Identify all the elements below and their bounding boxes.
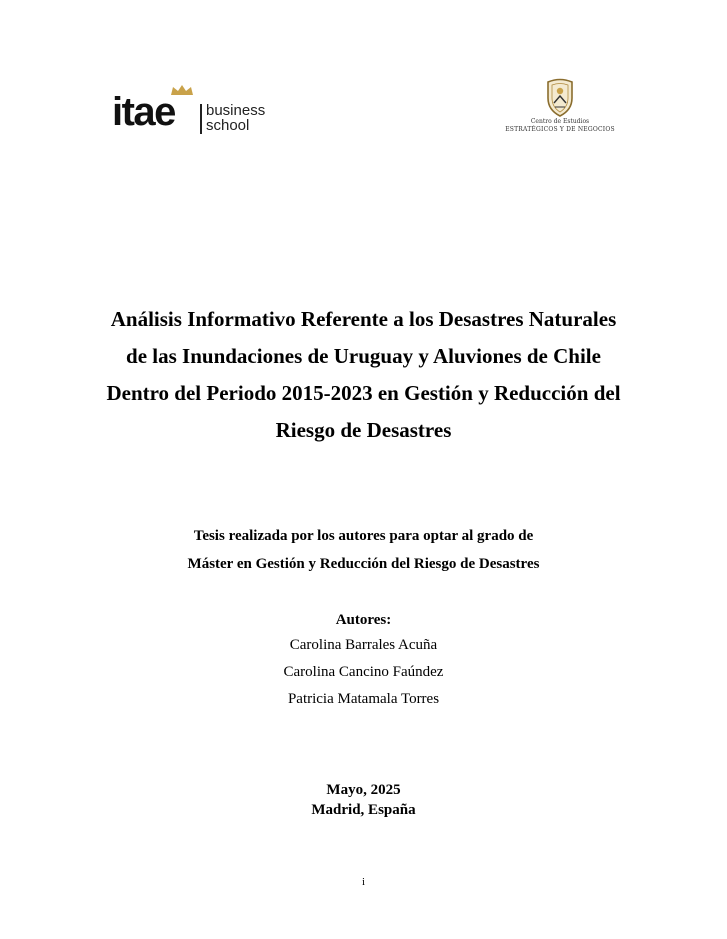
logo-subtitle-line2: school [206, 117, 250, 134]
authors-heading: Autores: [335, 612, 392, 628]
title-line-3: Dentro del Periodo 2015-2023 en Gestión y Reducción del [106, 381, 621, 405]
author-name: Carolina Barrales Acuña [289, 637, 438, 653]
logo-subtitle [206, 103, 265, 133]
logo-caption-line2: ESTRATÉGICOS Y DE NEGOCIOS [505, 126, 615, 133]
centro-estudios-logo [500, 78, 620, 140]
author-name: Carolina Cancino Faúndez [283, 664, 444, 680]
itae-wordmark: itae [112, 90, 175, 134]
thesis-line-1: Tesis realizada por los autores para optar al grado de [193, 528, 534, 544]
itae-business-school-logo [112, 84, 272, 140]
title-line-1: Análisis Informativo Referente a los Desastres Naturales [110, 307, 617, 331]
date: Mayo, 2025 [326, 782, 401, 798]
location: Madrid, España [311, 802, 416, 818]
title-line-2: de las Inundaciones de Uruguay y Aluviones de Chile [126, 344, 601, 368]
logo-subtitle-line1: business [206, 102, 266, 119]
shield-crest-icon [542, 78, 578, 118]
author-name: Patricia Matamala Torres [287, 691, 440, 707]
page-number: i [361, 876, 366, 888]
logo-divider [200, 104, 202, 134]
thesis-line-2: Máster en Gestión y Reducción del Riesgo de Desastres [187, 556, 540, 572]
logo-caption-line1: Centro de Estudios [530, 118, 590, 125]
title-line-4: Riesgo de Desastres [275, 418, 452, 442]
